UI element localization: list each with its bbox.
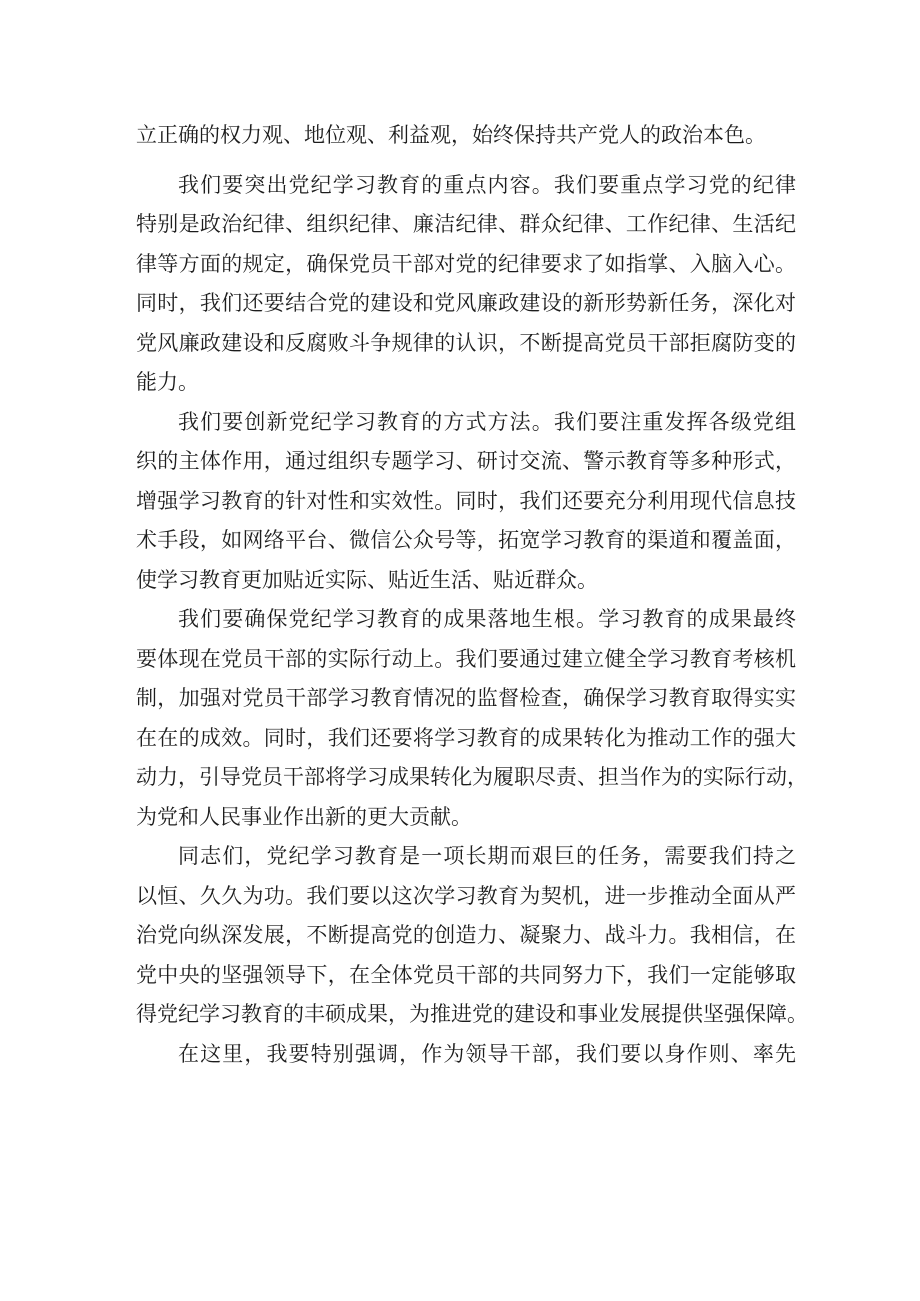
paragraph	[136, 166, 796, 403]
text-line: 增强学习教育的针对性和实效性。同时，我们还要充分利用现代信息技	[136, 488, 796, 513]
paragraph	[136, 403, 796, 601]
text-line: 使学习教育更加贴近实际、贴近生活、贴近群众。	[136, 567, 598, 592]
paragraph	[136, 116, 796, 156]
text-line: 术手段，如网络平台、微信公众号等，拓宽学习教育的渠道和覆盖面，	[136, 528, 796, 552]
text-line: 得党纪学习教育的丰硕成果，为推进党的建设和事业发展提供坚强保障。	[136, 1002, 808, 1026]
text-line: 立正确的权力观、地位观、利益观，始终保持共产党人的政治本色。	[136, 123, 766, 147]
text-line: 制，加强对党员干部学习教育情况的监督检查，确保学习教育取得实实	[136, 686, 796, 710]
text-line: 以恒、久久为功。我们要以这次学习教育为契机，进一步推动全面从严	[136, 883, 796, 908]
text-line: 特别是政治纪律、组织纪律、廉洁纪律、群众纪律、工作纪律、生活纪	[136, 212, 796, 236]
paragraph	[136, 600, 808, 837]
text-line: 为党和人民事业作出新的更大贡献。	[136, 804, 472, 829]
text-line: 要体现在党员干部的实际行动上。我们要通过建立健全学习教育考核机	[136, 646, 796, 671]
text-line: 动力，引导党员干部将学习成果转化为履职尽责、担当作为的实际行动，	[136, 765, 808, 789]
text-line: 治党向纵深发展，不断提高党的创造力、凝聚力、战斗力。我相信，在	[136, 923, 796, 947]
text-line: 我们要突出党纪学习教育的重点内容。我们要重点学习党的纪律	[178, 172, 796, 197]
text-line: 能力。	[136, 370, 199, 394]
text-line: 同志们，党纪学习教育是一项长期而艰巨的任务，需要我们持之	[178, 844, 796, 868]
text-line: 织的主体作用，通过组织专题学习、研讨交流、警示教育等多种形式，	[136, 449, 796, 473]
text-line: 党中央的坚强领导下，在全体党员干部的共同努力下，我们一定能够取	[136, 962, 796, 987]
text-line: 我们要创新党纪学习教育的方式方法。我们要注重发挥各级党组	[178, 409, 796, 434]
document-body	[136, 116, 808, 1074]
text-line: 在这里，我要特别强调，作为领导干部，我们要以身作则、率先	[178, 1041, 796, 1066]
text-line: 在在的成效。同时，我们还要将学习教育的成果转化为推动工作的强大	[136, 725, 796, 750]
text-line: 我们要确保党纪学习教育的成果落地生根。学习教育的成果最终	[178, 607, 796, 631]
text-line: 党风廉政建设和反腐败斗争规律的认识，不断提高党员干部拒腐防变的	[136, 330, 796, 355]
paragraph	[136, 837, 808, 1035]
text-line: 律等方面的规定，确保党员干部对党的纪律要求了如指掌、入脑入心。	[136, 251, 796, 276]
text-line: 同时，我们还要结合党的建设和党风廉政建设的新形势新任务，深化对	[136, 291, 796, 315]
paragraph	[136, 1035, 796, 1075]
